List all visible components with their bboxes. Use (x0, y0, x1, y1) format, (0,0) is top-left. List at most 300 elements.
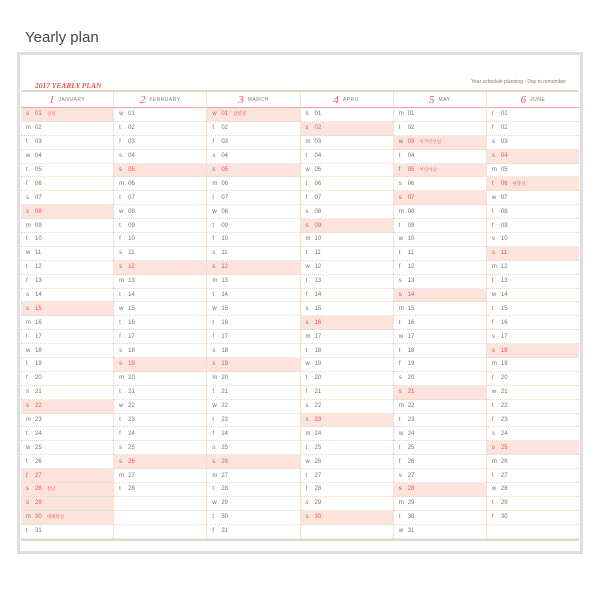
day-cell (487, 330, 579, 344)
weekday-letter: m (26, 417, 31, 424)
weekday-letter: t (26, 333, 28, 340)
day-number: 18 (314, 347, 322, 354)
day-cell (394, 358, 486, 372)
day-number: 27 (35, 472, 42, 479)
day-number: 04 (221, 153, 229, 160)
day-cell (21, 275, 113, 289)
weekday-letter: m (305, 333, 311, 340)
month-header (207, 92, 299, 108)
day-number: 13 (407, 278, 415, 285)
weekday-letter: t (491, 278, 494, 285)
day-number: 07 (221, 194, 229, 201)
day-cell (114, 344, 206, 358)
weekday-letter: t (26, 139, 28, 146)
day-cell (394, 427, 486, 441)
day-number: 14 (407, 292, 415, 299)
day-number: 01 (500, 111, 508, 118)
day-cell (207, 177, 299, 191)
weekday-letter: w (398, 333, 404, 340)
day-number: 26 (314, 458, 322, 465)
day-cell (301, 400, 393, 414)
day-cell (301, 219, 393, 233)
day-cell (21, 247, 113, 261)
day-number: 22 (128, 403, 135, 410)
day-cell (207, 247, 299, 261)
day-number: 30 (35, 514, 42, 521)
day-cell (21, 344, 113, 358)
day-cell (394, 261, 486, 275)
day-number: 23 (500, 417, 508, 424)
day-number: 25 (500, 444, 508, 451)
day-number: 14 (500, 292, 508, 299)
day-number: 10 (500, 236, 508, 243)
day-number: 04 (500, 153, 508, 160)
yearly-planner-image (17, 52, 583, 554)
day-number: 13 (128, 278, 135, 285)
day-number: 26 (221, 458, 229, 465)
weekday-letter: s (212, 167, 216, 173)
weekday-letter: t (305, 347, 308, 354)
weekday-letter: t (119, 389, 121, 396)
month-name: APRIL (342, 96, 360, 103)
day-cell (394, 414, 486, 428)
day-number: 05 (221, 167, 229, 173)
day-number: 30 (221, 514, 229, 521)
weekday-letter: t (491, 305, 494, 312)
day-number: 25 (128, 444, 135, 451)
day-number: 18 (35, 347, 42, 354)
day-cell (487, 261, 579, 275)
weekday-letter: t (26, 236, 28, 243)
weekday-letter: f (212, 236, 215, 243)
day-number: 25 (314, 444, 322, 451)
day-number: 28 (35, 486, 42, 493)
day-number: 17 (407, 333, 415, 340)
day-number: 23 (407, 417, 415, 424)
day-number: 21 (128, 389, 135, 396)
weekday-letter: f (212, 430, 215, 437)
day-cell (21, 316, 113, 330)
weekday-letter: s (305, 222, 309, 229)
month-name: MAY (438, 96, 451, 103)
day-cell (487, 372, 579, 386)
day-cell (301, 247, 393, 261)
day-cell (114, 386, 206, 400)
day-cell (21, 177, 113, 191)
day-cell (301, 150, 393, 164)
weekday-letter: w (26, 153, 31, 160)
weekday-letter: f (305, 389, 308, 396)
weekday-letter: s (491, 333, 495, 340)
day-number: 02 (35, 125, 42, 132)
weekday-letter: s (398, 389, 402, 396)
day-number: 06 (128, 180, 135, 187)
weekday-letter: t (398, 514, 401, 521)
day-number: 24 (314, 430, 322, 437)
weekday-letter: t (305, 444, 308, 451)
weekday-letter: s (212, 347, 216, 354)
weekday-letter: m (398, 305, 404, 312)
day-cell (114, 358, 206, 372)
weekday-letter: w (26, 347, 31, 354)
day-number: 20 (128, 375, 135, 382)
day-number: 12 (35, 264, 42, 271)
day-cell (114, 261, 206, 275)
day-cell (21, 191, 113, 205)
weekday-letter: s (26, 194, 29, 201)
day-number: 26 (407, 458, 415, 465)
day-cell (394, 525, 486, 539)
day-number: 23 (128, 417, 135, 424)
weekday-letter: m (119, 278, 125, 285)
day-cell (301, 483, 393, 497)
day-number: 14 (314, 292, 322, 299)
day-number: 02 (221, 125, 229, 132)
day-cell (21, 302, 113, 316)
weekday-letter: s (491, 153, 495, 160)
month-number: 2 (139, 93, 146, 106)
day-number: 08 (35, 208, 42, 215)
day-number: 29 (407, 500, 415, 507)
weekday-letter: w (26, 250, 31, 257)
day-cell (21, 164, 113, 178)
weekday-letter: t (212, 417, 215, 424)
day-number: 09 (407, 222, 415, 229)
weekday-letter: f (119, 139, 121, 146)
calendar-grid (21, 90, 579, 541)
day-number: 16 (500, 319, 508, 326)
day-cell (487, 136, 579, 150)
day-cell (21, 427, 113, 441)
weekday-letter: m (398, 403, 404, 410)
day-cell (394, 483, 486, 497)
weekday-letter: t (212, 389, 215, 396)
weekday-letter: m (26, 125, 31, 132)
weekday-letter: s (119, 458, 123, 465)
weekday-letter: s (398, 375, 402, 382)
day-cell (301, 386, 393, 400)
weekday-letter: s (212, 444, 216, 451)
day-cell (487, 483, 579, 497)
day-cell (394, 164, 486, 178)
day-cell (301, 205, 393, 219)
weekday-letter: t (119, 125, 121, 132)
day-cell (487, 469, 579, 483)
weekday-letter: s (26, 292, 29, 299)
holiday-label: 현충일 (512, 180, 526, 186)
weekday-letter: t (212, 292, 215, 299)
weekday-letter: t (398, 125, 401, 132)
day-number: 10 (221, 236, 229, 243)
holiday-label: 설날 (46, 486, 56, 492)
day-number: 19 (500, 361, 508, 368)
day-cell (394, 511, 486, 525)
day-number: 07 (128, 194, 135, 201)
weekday-letter: w (398, 139, 404, 146)
day-number: 30 (407, 514, 415, 521)
day-cell (21, 386, 113, 400)
day-number: 28 (500, 486, 508, 493)
day-cell (394, 122, 486, 136)
weekday-letter: t (305, 250, 308, 257)
day-cell (394, 441, 486, 455)
day-number: 16 (35, 319, 42, 326)
weekday-letter: s (119, 167, 123, 173)
day-cell (301, 427, 393, 441)
day-number: 05 (314, 167, 322, 173)
day-number: 09 (500, 222, 508, 229)
weekday-letter: s (491, 236, 495, 243)
day-cell (207, 511, 299, 525)
day-cell (207, 455, 299, 469)
day-cell (394, 289, 486, 303)
weekday-letter: s (212, 153, 216, 160)
day-cell (394, 400, 486, 414)
weekday-letter: s (305, 111, 309, 118)
day-cell (487, 358, 579, 372)
day-number: 07 (35, 194, 42, 201)
weekday-letter: t (212, 194, 215, 201)
month-number: 6 (520, 93, 527, 106)
day-number: 21 (221, 389, 229, 396)
weekday-letter: s (491, 250, 495, 257)
weekday-letter: f (212, 528, 215, 535)
day-cell (21, 150, 113, 164)
month-name: FEBRUARY (149, 96, 181, 103)
day-cell (301, 108, 393, 122)
weekday-letter: m (491, 264, 497, 271)
day-number: 09 (314, 222, 322, 229)
day-cell (394, 219, 486, 233)
day-cell (487, 302, 579, 316)
day-number: 10 (128, 236, 135, 243)
day-number: 06 (35, 180, 42, 187)
day-cell (301, 136, 393, 150)
weekday-letter: w (119, 111, 124, 118)
day-cell (487, 233, 579, 247)
day-number: 04 (128, 153, 135, 160)
day-number: 18 (407, 347, 415, 354)
day-cell (394, 150, 486, 164)
day-number: 28 (314, 486, 322, 493)
day-cell (394, 233, 486, 247)
weekday-letter: f (26, 472, 28, 479)
weekday-letter: t (26, 458, 28, 465)
day-number: 15 (500, 305, 508, 312)
weekday-letter: s (305, 514, 309, 521)
day-number: 09 (128, 222, 135, 229)
month-header (21, 92, 113, 108)
day-number: 19 (128, 361, 135, 368)
weekday-letter: s (398, 278, 402, 285)
day-number: 23 (314, 417, 322, 424)
day-number: 24 (35, 430, 42, 437)
day-cell (114, 205, 206, 219)
day-cell (394, 372, 486, 386)
day-number: 25 (221, 444, 229, 451)
day-cell (207, 483, 299, 497)
weekday-letter: f (305, 292, 308, 299)
day-cell (207, 400, 299, 414)
weekday-letter: t (26, 430, 28, 437)
holiday-label: 대체휴일 (46, 514, 65, 520)
day-cell (394, 469, 486, 483)
day-number: 24 (221, 430, 229, 437)
planner-subtitle: Year schedule planning - Day to remember (471, 79, 566, 85)
day-cell (487, 108, 579, 122)
weekday-letter: s (305, 319, 309, 326)
day-number: 06 (407, 180, 415, 187)
weekday-letter: t (305, 180, 308, 187)
day-number: 11 (314, 250, 321, 257)
day-number: 11 (407, 250, 414, 257)
weekday-letter: s (119, 361, 123, 368)
weekday-letter: t (305, 153, 308, 160)
weekday-letter: s (212, 250, 216, 257)
weekday-letter: t (119, 319, 121, 326)
month-column-june (487, 92, 579, 539)
day-number: 15 (314, 305, 322, 312)
day-number: 03 (500, 139, 508, 146)
day-cell (394, 497, 486, 511)
weekday-letter: t (398, 417, 401, 424)
day-number: 22 (35, 403, 42, 410)
weekday-letter: w (491, 292, 497, 299)
day-number: 08 (407, 208, 415, 215)
day-cell (21, 205, 113, 219)
day-cell (487, 150, 579, 164)
weekday-letter: t (119, 292, 121, 299)
day-number: 15 (407, 305, 415, 312)
day-cell (487, 511, 579, 525)
day-number: 24 (500, 430, 508, 437)
weekday-letter: t (305, 375, 308, 382)
day-cell (487, 247, 579, 261)
month-number: 1 (48, 93, 55, 106)
weekday-letter: w (212, 500, 217, 507)
weekday-letter: f (398, 264, 401, 271)
day-number: 06 (500, 180, 508, 187)
day-cell (21, 233, 113, 247)
day-number: 16 (221, 319, 229, 326)
planner-title: 2017 YEARLY PLAN (35, 81, 102, 90)
weekday-letter: w (212, 208, 217, 215)
day-number: 25 (407, 444, 415, 451)
day-number: 31 (35, 528, 42, 535)
month-header (487, 92, 579, 108)
weekday-letter: t (305, 472, 308, 479)
weekday-letter: s (212, 458, 216, 465)
weekday-letter: f (305, 194, 308, 201)
weekday-letter: t (212, 319, 215, 326)
weekday-letter: t (491, 180, 494, 187)
weekday-letter: t (398, 222, 401, 229)
weekday-letter: t (212, 222, 215, 229)
day-number: 14 (35, 292, 42, 299)
day-cell (207, 330, 299, 344)
weekday-letter: s (305, 500, 309, 507)
day-number: 10 (407, 236, 415, 243)
weekday-letter: s (305, 305, 309, 312)
day-cell (394, 205, 486, 219)
day-number: 22 (407, 403, 415, 410)
day-number: 08 (500, 208, 508, 215)
day-cell (207, 191, 299, 205)
day-number: 04 (35, 153, 42, 160)
weekday-letter: t (212, 125, 215, 132)
weekday-letter: f (305, 486, 308, 493)
day-number: 18 (500, 347, 508, 354)
weekday-letter: t (398, 250, 401, 257)
day-cell (21, 219, 113, 233)
weekday-letter: w (398, 236, 404, 243)
day-number: 17 (314, 333, 322, 340)
day-number: 12 (221, 264, 229, 271)
day-cell (301, 261, 393, 275)
weekday-letter: m (305, 236, 311, 243)
day-cell (207, 497, 299, 511)
weekday-letter: m (491, 458, 497, 465)
empty-cell (301, 525, 393, 539)
day-cell (21, 122, 113, 136)
weekday-letter: m (119, 472, 125, 479)
day-cell (21, 483, 113, 497)
day-cell (301, 275, 393, 289)
day-cell (301, 372, 393, 386)
weekday-letter: s (398, 486, 402, 493)
day-number: 15 (221, 305, 229, 312)
day-number: 16 (128, 319, 135, 326)
weekday-letter: f (119, 333, 121, 340)
weekday-letter: t (491, 500, 494, 507)
day-number: 27 (500, 472, 508, 479)
day-cell (394, 330, 486, 344)
day-number: 21 (35, 389, 42, 396)
weekday-letter: s (398, 194, 402, 201)
day-cell (114, 247, 206, 261)
month-name: MARCH (247, 96, 269, 103)
weekday-letter: m (491, 361, 497, 368)
day-cell (207, 414, 299, 428)
day-number: 30 (500, 514, 508, 521)
day-cell (114, 289, 206, 303)
month-column-april (301, 92, 394, 539)
day-cell (21, 469, 113, 483)
day-number: 01 (314, 111, 322, 118)
day-cell (207, 108, 299, 122)
day-number: 02 (500, 125, 508, 132)
day-number: 02 (128, 125, 135, 132)
weekday-letter: w (119, 305, 124, 312)
day-cell (394, 316, 486, 330)
day-cell (114, 427, 206, 441)
day-cell (394, 247, 486, 261)
day-number: 12 (128, 264, 135, 271)
day-number: 05 (407, 167, 415, 173)
day-cell (394, 302, 486, 316)
day-number: 19 (407, 361, 415, 368)
day-cell (114, 191, 206, 205)
day-cell (21, 289, 113, 303)
day-cell (114, 414, 206, 428)
day-cell (114, 483, 206, 497)
month-column-march (207, 92, 300, 539)
day-cell (487, 344, 579, 358)
day-cell (114, 150, 206, 164)
day-cell (301, 455, 393, 469)
day-number: 28 (407, 486, 415, 493)
empty-cell (114, 497, 206, 511)
